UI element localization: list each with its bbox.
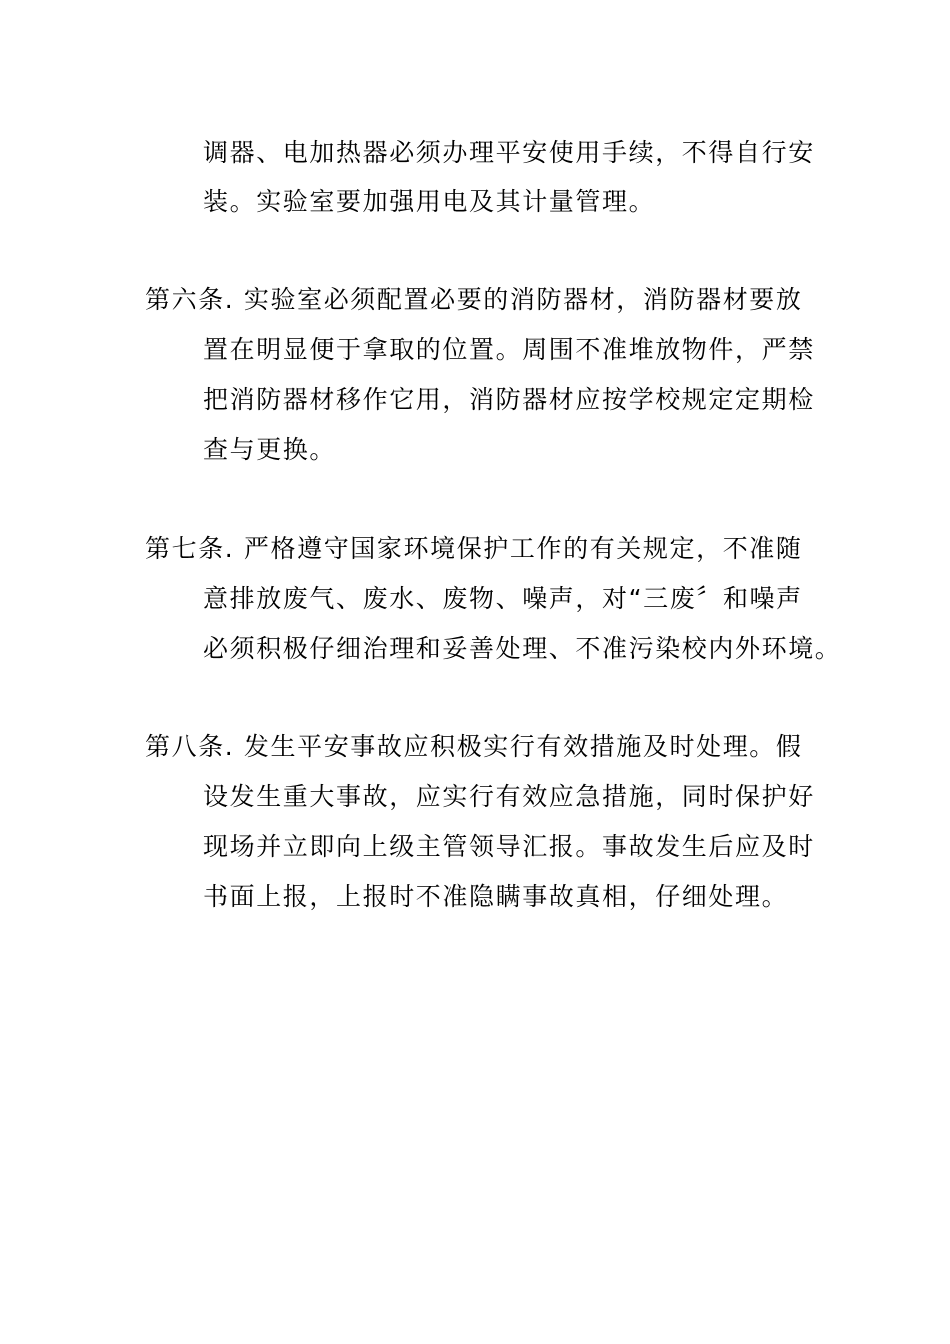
article-6-heading-line: 第六条. 实验室必须配置必要的消防器材，消防器材要放 xyxy=(145,285,803,314)
paragraph-line: 必须积极仔细治理和妥善处理、不准污染校内外环境。 xyxy=(203,634,842,663)
paragraph-line: 设发生重大事故，应实行有效应急措施，同时保护好 xyxy=(203,782,815,811)
paragraph-line: 意排放废气、废水、废物、噪声，对“三废〞和噪声 xyxy=(203,584,803,613)
article-8-heading-line: 第八条. 发生平安事故应积极实行有效措施及时处理。假 xyxy=(145,732,803,761)
paragraph-line: 把消防器材移作它用，消防器材应按学校规定定期检 xyxy=(203,385,815,414)
paragraph-line: 置在明显便于拿取的位置。周围不准堆放物件，严禁 xyxy=(203,335,815,364)
paragraph-line: 调器、电加热器必须办理平安使用手续，不得自行安 xyxy=(203,138,815,167)
paragraph-line: 现场并立即向上级主管领导汇报。事故发生后应及时 xyxy=(203,832,815,861)
article-7-heading-line: 第七条. 严格遵守国家环境保护工作的有关规定，不准随 xyxy=(145,534,803,563)
paragraph-line: 书面上报，上报时不准隐瞒事故真相，仔细处理。 xyxy=(203,882,789,911)
paragraph-line: 查与更换。 xyxy=(203,435,337,464)
paragraph-line: 装。实验室要加强用电及其计量管理。 xyxy=(203,187,656,216)
